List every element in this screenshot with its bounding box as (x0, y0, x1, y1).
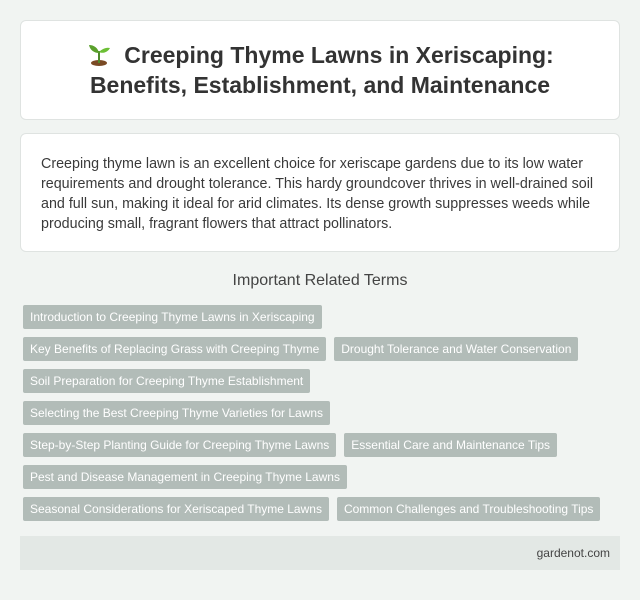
term-tag[interactable]: Seasonal Considerations for Xeriscaped Thyme Lawns (23, 497, 329, 521)
footer (20, 536, 620, 570)
page-title-text: Creeping Thyme Lawns in Xeriscaping: Benefits, Establishment, and Maintenance (89, 42, 554, 98)
term-tag[interactable]: Pest and Disease Management in Creeping Thyme Lawns (23, 465, 347, 489)
term-tag[interactable]: Soil Preparation for Creeping Thyme Establishment (23, 369, 310, 393)
page-title (21, 40, 619, 100)
term-tag[interactable]: Step-by-Step Planting Guide for Creeping Thyme Lawns (23, 433, 336, 457)
terms-tag-list (23, 305, 623, 521)
sprout-icon (86, 41, 112, 67)
title-card (20, 20, 620, 120)
term-tag[interactable]: Essential Care and Maintenance Tips (344, 433, 557, 457)
term-tag[interactable]: Selecting the Best Creeping Thyme Varieties for Lawns (23, 401, 330, 425)
term-tag[interactable]: Introduction to Creeping Thyme Lawns in Xeriscaping (23, 305, 322, 329)
footer-site-link[interactable]: gardenot.com (536, 546, 610, 560)
terms-heading: Important Related Terms (232, 272, 408, 289)
intro-text: Creeping thyme lawn is an excellent choice for xeriscape gardens due to its low water requirements and drought tolerance. This hardy groundcover thrives in well-drained soil and full sun, making it ideal for arid climates. Its dense growth suppresses weeds while producing small, fragrant flowers that attract pollinators. (41, 156, 594, 232)
term-tag[interactable]: Key Benefits of Replacing Grass with Creeping Thyme (23, 337, 326, 361)
intro-card (20, 133, 620, 252)
term-tag[interactable]: Common Challenges and Troubleshooting Tips (337, 497, 600, 521)
term-tag[interactable]: Drought Tolerance and Water Conservation (334, 337, 578, 361)
